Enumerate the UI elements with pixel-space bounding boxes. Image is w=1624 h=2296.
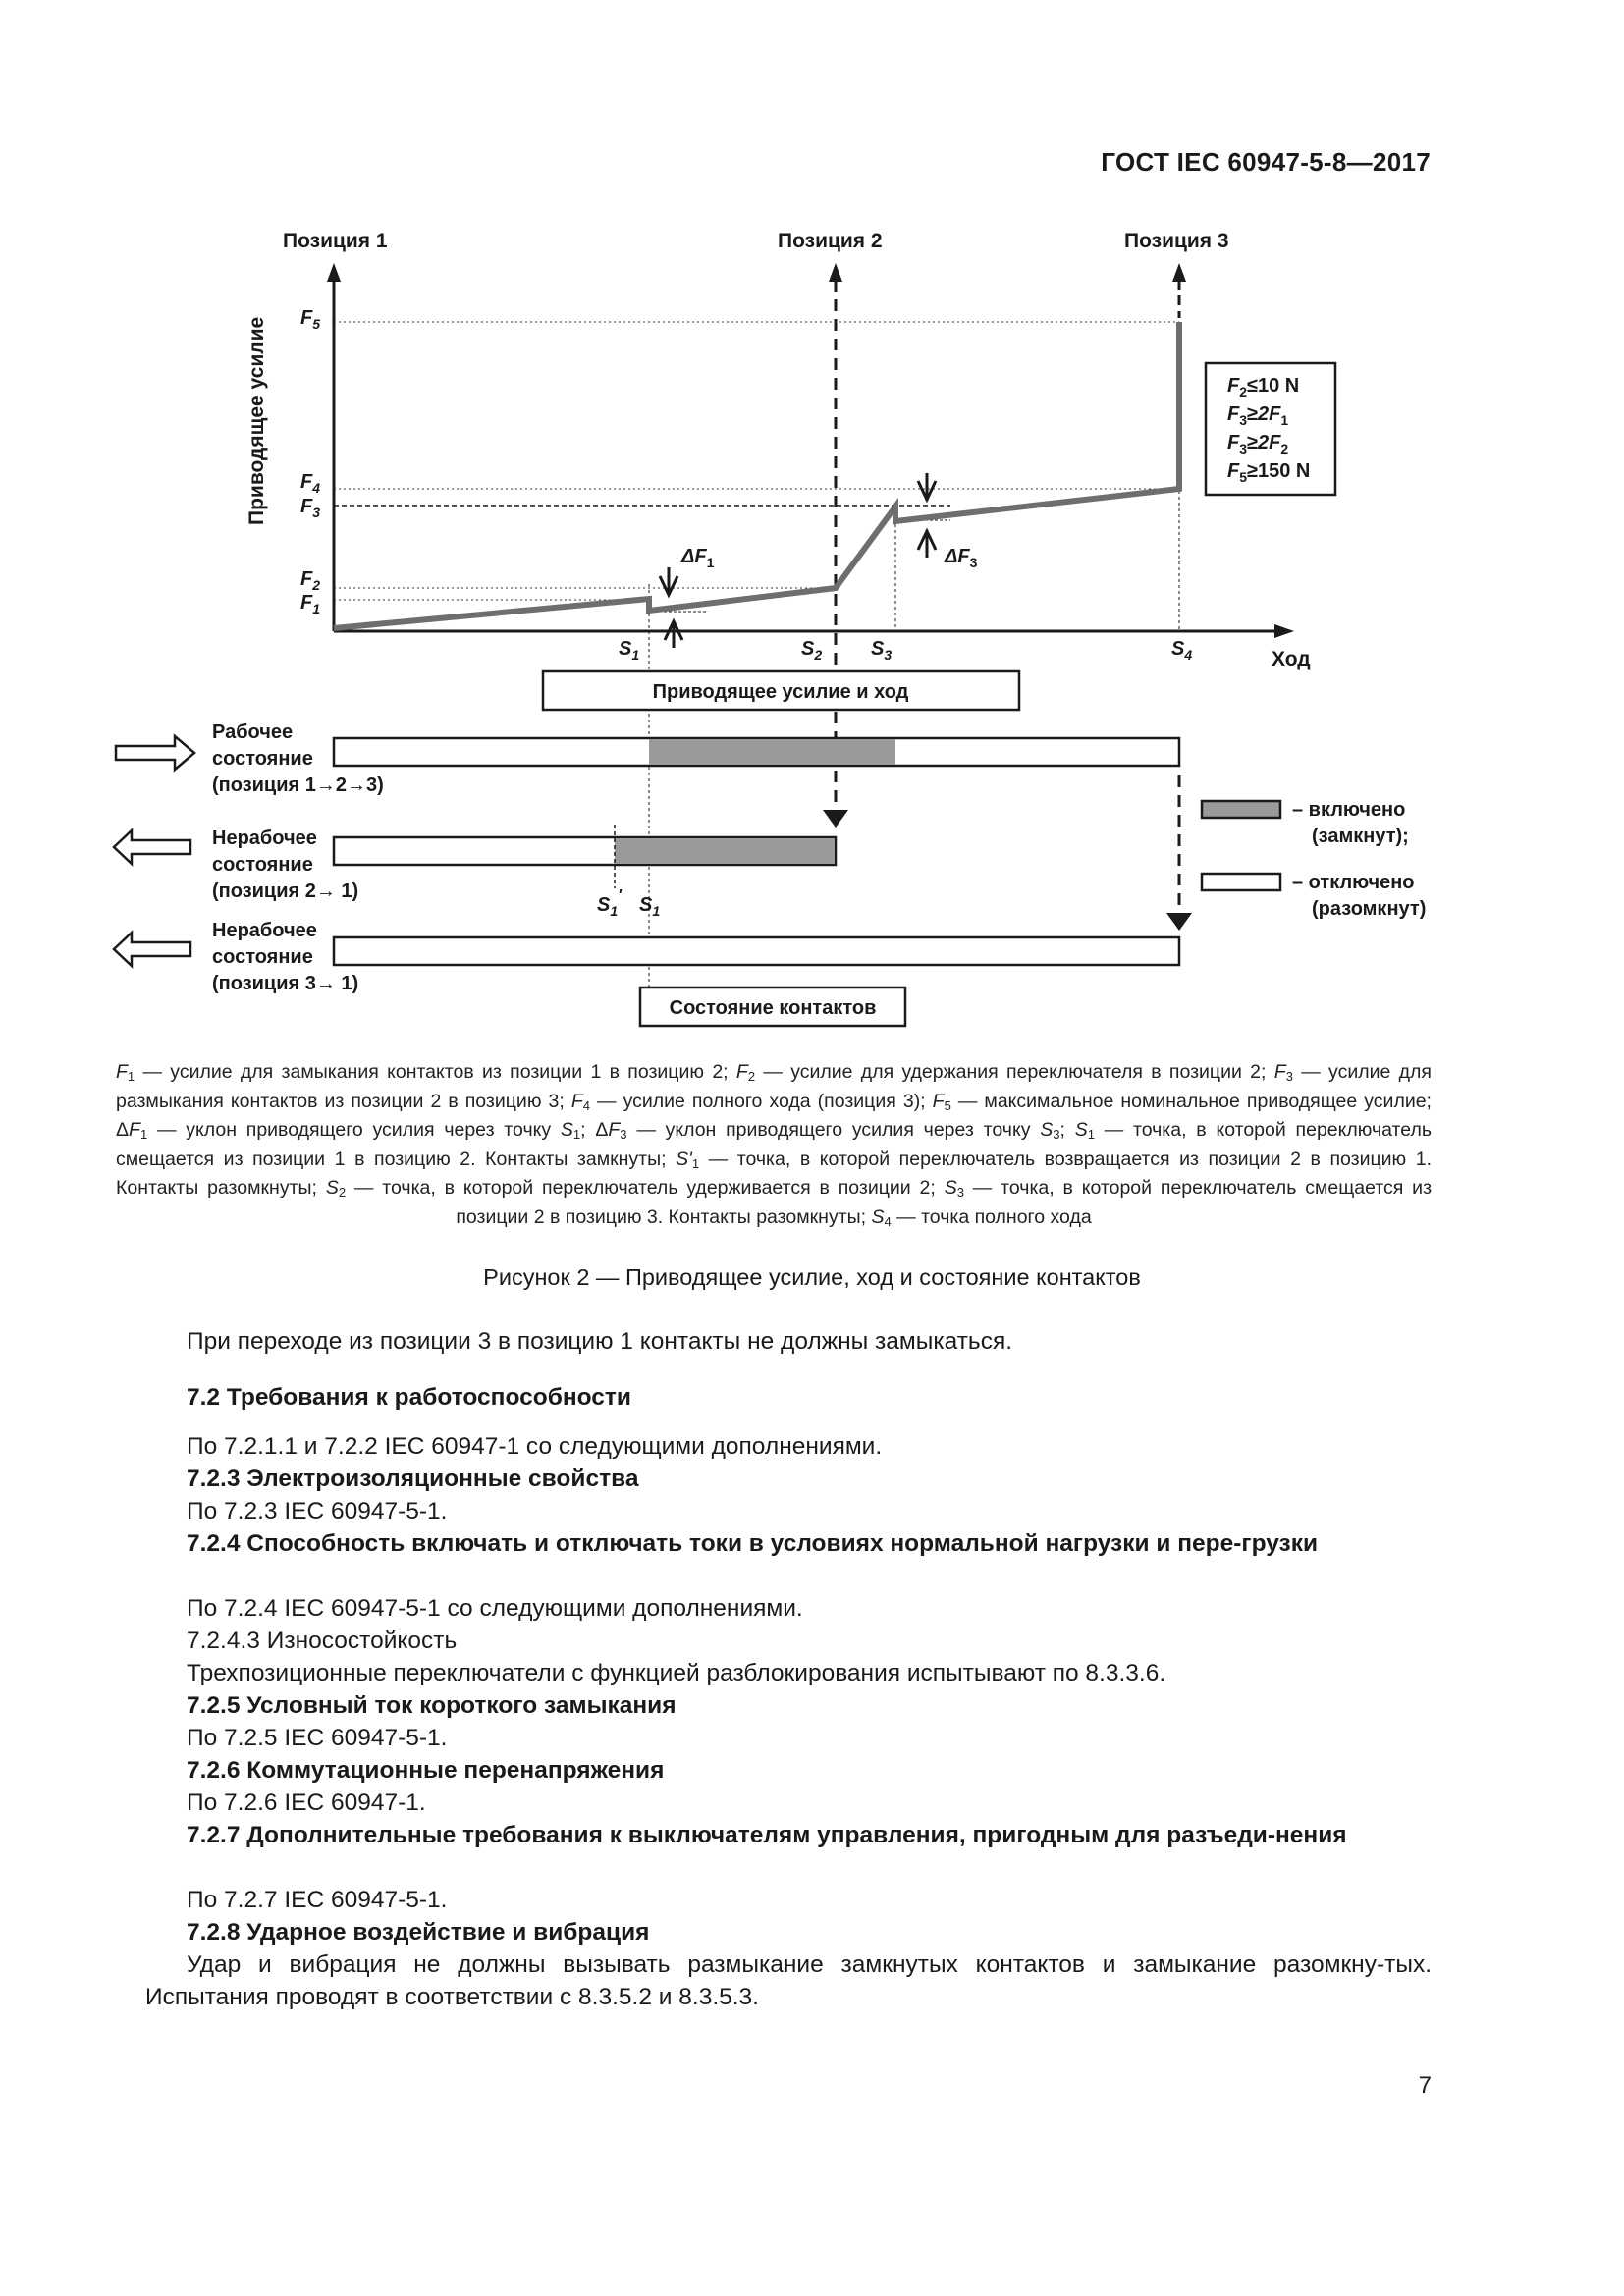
- paragraph: Удар и вибрация не должны вызывать размыкание замкнутых контактов и замыкание разомкну-тых. Испытания проводят в соответствии с 8.3.5.2 и 8.3.5.3.: [145, 1951, 1432, 2010]
- state-3-line2: состояние: [212, 946, 313, 968]
- state-1-line1: Рабочее: [212, 721, 294, 743]
- key-off-swatch: [1202, 874, 1280, 890]
- section-heading-7-2-7: 7.2.7 Дополнительные требования к выключателям управления, пригодным для разъеди-нения: [187, 1822, 1347, 1848]
- paragraph: При переходе из позиции 3 в позицию 1 контакты не должны замыкаться.: [187, 1328, 1013, 1355]
- state-2-bar-on: [615, 838, 835, 864]
- section-heading-7-2-8: 7.2.8 Ударное воздействие и вибрация: [187, 1919, 650, 1946]
- force-travel-figure: [0, 0, 1624, 1041]
- subsection-heading-7-2-4-3: 7.2.4.3 Износостойкость: [187, 1628, 458, 1654]
- state-2-line3: (позиция 2→ 1): [212, 881, 359, 902]
- graph-title: Приводящее усилие и ход: [652, 681, 909, 703]
- position-2-label: Позиция 2: [778, 230, 883, 252]
- page-number: 7: [1418, 2072, 1432, 2099]
- key-on-swatch: [1202, 801, 1280, 818]
- state-1-line3: (позиция 1→2→3): [212, 774, 384, 796]
- position-3-label: Позиция 3: [1124, 230, 1229, 252]
- paragraph: Трехпозиционные переключатели с функцией разблокирования испытывают по 8.3.3.6.: [187, 1660, 1166, 1686]
- condition-2: $F_3\ge 2F_1$: [1227, 403, 1289, 428]
- x-axis-arrow: [1274, 624, 1294, 638]
- state-1-arrow: [116, 736, 194, 770]
- s1-prime-label: $S_1'$: [597, 887, 622, 919]
- paragraph: По 7.2.1.1 и 7.2.2 IEC 60947-1 со следующими дополнениями.: [187, 1433, 883, 1460]
- df1-label: $\Delta F_1$: [681, 546, 715, 570]
- section-heading-7-2-4: 7.2.4 Способность включать и отключать токи в условиях нормальной нагрузки и пере-грузки: [187, 1530, 1319, 1557]
- force-curve: [334, 322, 1179, 628]
- f5-label: $F_5$: [300, 307, 321, 332]
- position-1-label: Позиция 1: [283, 230, 388, 252]
- condition-4: $F_5\ge 150$ N: [1227, 460, 1311, 485]
- s1-label: $S_1$: [619, 638, 640, 663]
- state-2-line1: Нерабочее: [212, 828, 317, 849]
- section-heading-7-2-3: 7.2.3 Электроизоляционные свойства: [187, 1466, 639, 1492]
- paragraph: По 7.2.6 IEC 60947-1.: [187, 1789, 426, 1816]
- s2-label: $S_2$: [801, 638, 823, 663]
- contact-title: Состояние контактов: [669, 997, 877, 1019]
- paragraph: По 7.2.7 IEC 60947-5-1.: [187, 1887, 448, 1913]
- state-3-line1: Нерабочее: [212, 920, 317, 941]
- section-heading-7-2: 7.2 Требования к работоспособности: [187, 1384, 631, 1411]
- f4-label: $F_4$: [300, 471, 321, 496]
- condition-3: $F_3\ge 2F_2$: [1227, 432, 1289, 456]
- state-3-arrow: [114, 933, 190, 966]
- y-axis-label: Приводящее усилие: [245, 316, 268, 525]
- document-header: ГОСТ IEC 60947-5-8—2017: [1101, 147, 1431, 177]
- state-1-bar-on: [649, 739, 895, 765]
- position-2-down-arrow: [823, 810, 848, 828]
- state-2-arrow: [114, 830, 190, 864]
- condition-1: $F_2\le 10$ N: [1227, 375, 1300, 400]
- figure-caption: Рисунок 2 — Приводящее усилие, ход и состояние контактов: [483, 1264, 1141, 1290]
- state-2-line2: состояние: [212, 854, 313, 876]
- state-1-line2: состояние: [212, 748, 313, 770]
- key-on-line2: (замкнут);: [1312, 826, 1409, 847]
- position-3-down-arrow: [1166, 913, 1192, 931]
- section-heading-7-2-6: 7.2.6 Коммутационные перенапряжения: [187, 1757, 665, 1784]
- state-3-bar: [334, 937, 1179, 965]
- key-on-line1: – включено: [1292, 799, 1406, 821]
- x-axis-label: Ход: [1272, 648, 1311, 670]
- f2-label: $F_2$: [300, 568, 321, 593]
- s4-label: $S_4$: [1171, 638, 1193, 663]
- position-3-arrow: [1172, 263, 1186, 282]
- df3-label: $\Delta F_3$: [945, 546, 978, 570]
- key-off-line2: (разомкнут): [1312, 898, 1427, 920]
- key-off-line1: – отключено: [1292, 872, 1415, 893]
- s1-bar-label: $S_1$: [639, 894, 661, 919]
- position-2-arrow: [829, 263, 842, 282]
- y-axis-arrow: [327, 263, 341, 282]
- section-heading-7-2-5: 7.2.5 Условный ток короткого замыкания: [187, 1692, 677, 1719]
- state-3-line3: (позиция 3→ 1): [212, 973, 359, 994]
- paragraph: По 7.2.4 IEC 60947-5-1 со следующими дополнениями.: [187, 1595, 803, 1622]
- paragraph: По 7.2.3 IEC 60947-5-1.: [187, 1498, 448, 1524]
- f3-label: $F_3$: [300, 496, 321, 520]
- f1-label: $F_1$: [300, 592, 321, 616]
- paragraph: По 7.2.5 IEC 60947-5-1.: [187, 1725, 448, 1751]
- s3-label: $S_3$: [871, 638, 893, 663]
- figure-legend: $F_1$ — усилие для замыкания контактов из позиции 1 в позицию 2; $F_2$ — усилие для удержания переключателя в позиции 2; $F_3$ — усилие для размыкания контактов из позиции 2 в позицию 3; $F_4$ — усилие полного хода (позиция 3); $F_5$ — максимальное номинальное приводящее усилие; $\Delta F_1$ — уклон приводящего усилия через точку $S_1$; $\Delta F_3$ — уклон приводящего усилия через точку $S_3$; $S_1$ — точка, в которой переключатель смещается из позиции 1 в позицию 2. Контакты замкнуты; $S'_1$ — точка, в которой переключатель возвращается из позиции 2 в позицию 1. Контакты разомкнуты; $S_2$ — точка, в которой переключатель удерживается в позиции 2; $S_3$ — точка, в которой переключатель смещается из позиции 2 в позицию 3. Контакты разомкнуты; $S_4$ — точка полного хода: [116, 1061, 1433, 1229]
